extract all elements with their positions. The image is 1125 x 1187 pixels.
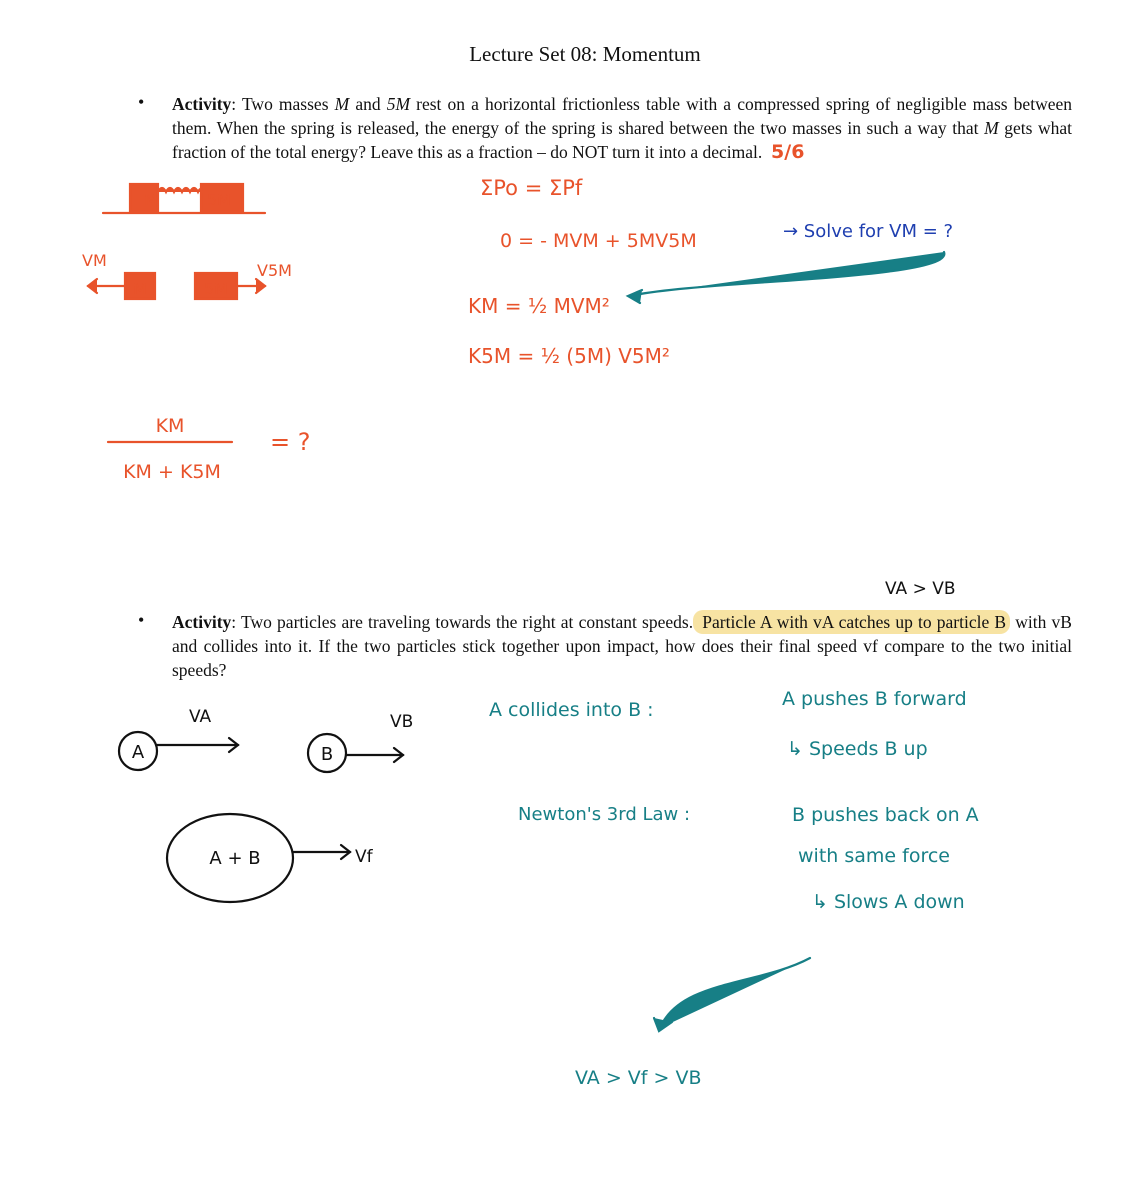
answer-fraction: 5/6 xyxy=(771,141,805,163)
activity-1-part-b: and xyxy=(349,94,387,114)
ratio-numerator: KM xyxy=(155,415,185,437)
activity-1-lead: Activity xyxy=(172,94,232,114)
particle-ab-label: A + B xyxy=(209,848,261,869)
bullet-1: • xyxy=(138,92,145,112)
momentum-conservation-eq: ΣPo = ΣPf xyxy=(480,176,583,200)
mass-5m: 5M xyxy=(386,94,411,114)
mass-m: M xyxy=(334,94,350,114)
box-m-label: M xyxy=(144,190,158,209)
page-title: Lecture Set 08: Momentum xyxy=(469,42,701,66)
velocity-a-label: VA xyxy=(189,707,212,727)
box-5m-label: 5M xyxy=(207,190,231,209)
activity-2-part-a: : Two particles are traveling towards the right at constant speeds. xyxy=(231,612,694,632)
va-greater-vb-note: VA > VB xyxy=(885,579,956,599)
newtons-third-law-note: Newton's 3rd Law : xyxy=(518,804,691,825)
velocity-f-label: Vf xyxy=(355,847,373,867)
speeds-b-up-note: ↳ Speeds B up xyxy=(787,738,928,760)
velocity-b-label: VB xyxy=(390,712,414,732)
velocity-m-label: VM xyxy=(82,251,107,270)
activity-2-lead: Activity xyxy=(172,612,232,632)
ratio-denominator: KM + K5M xyxy=(123,461,221,483)
highlighted-sentence: Particle A with vA catches up to particle B xyxy=(693,610,1010,634)
collides-note: A collides into B : xyxy=(489,699,654,721)
conclusion-curve-arrow xyxy=(660,958,810,1028)
mass-m-2: M xyxy=(984,118,999,138)
box-m-moving-label: M xyxy=(133,279,147,298)
speed-comparison-conclusion: VA > Vf > VB xyxy=(575,1067,702,1089)
same-force-note: with same force xyxy=(798,845,950,867)
activity-2-part-b: with vB and collides into it. If the two particles stick together upon impact, how does their final speed vf compare to the two initial speeds? xyxy=(172,612,1072,680)
activity-1-part-c: rest on a horizontal frictionless table with a compressed spring of negligible mass between them. When the spring is released, the energy of the spring is shared between the two masses in such a way that xyxy=(172,94,1072,138)
pushes-forward-note: A pushes B forward xyxy=(782,688,967,710)
arrow-left-icon xyxy=(88,279,97,293)
curve-arrow-to-ke xyxy=(630,252,944,296)
momentum-zero-eq: 0 = - MVM + 5MV5M xyxy=(500,230,697,252)
velocity-5m-label: V5M xyxy=(257,261,292,280)
curve-arrow-head-icon xyxy=(628,290,642,303)
ke-m-eq: KM = ½ MVM² xyxy=(468,294,610,318)
ratio-equals-question: = ? xyxy=(270,428,311,456)
ke-5m-eq: K5M = ½ (5M) V5M² xyxy=(468,344,670,368)
bullet-2: • xyxy=(138,610,145,630)
particle-b-label: B xyxy=(320,744,334,765)
arrow-right-icon xyxy=(256,279,265,293)
box-5m-moving-label: 5M xyxy=(204,279,228,298)
activity-1-part-d: gets what fraction of the total energy? Leave this as a fraction – do NOT turn it into a decimal. xyxy=(172,118,1072,162)
solve-for-note: → Solve for VM = ? xyxy=(783,221,954,242)
spring-coil xyxy=(158,188,202,192)
pushes-back-note: B pushes back on A xyxy=(792,804,979,826)
slows-a-down-note: ↳ Slows A down xyxy=(812,891,965,913)
activity-1-part-a: : Two masses xyxy=(231,94,335,114)
particle-a-label: A xyxy=(131,742,145,763)
